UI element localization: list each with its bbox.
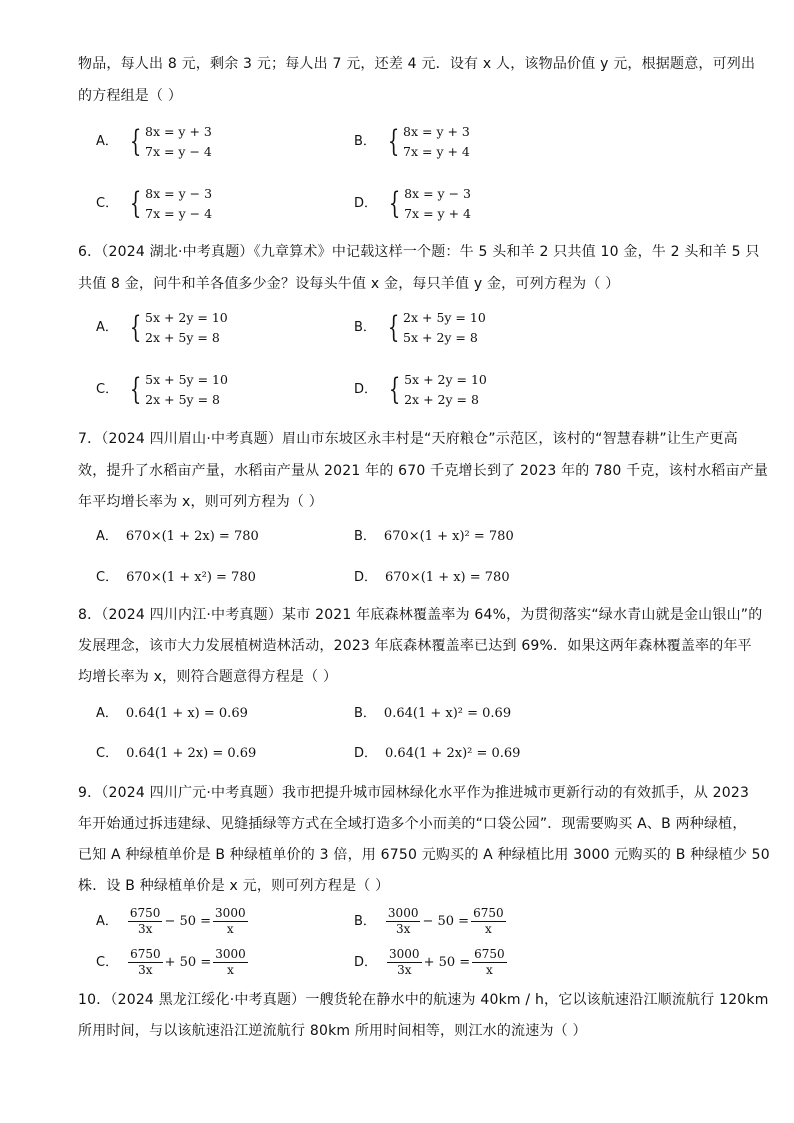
equation: 670×(1 + x²) = 780 <box>126 570 256 585</box>
option-label: B． <box>354 706 376 721</box>
equation: 0.64(1 + x) = 0.69 <box>125 706 248 721</box>
fraction <box>128 906 163 937</box>
q9-option-a[interactable] <box>96 906 250 937</box>
q5-option-c[interactable] <box>96 184 212 224</box>
option-label: D． <box>354 746 378 761</box>
equation: 670×(1 + x)² = 780 <box>383 529 514 544</box>
option-label: D． <box>354 954 378 970</box>
q7-text-line1: 7．（2024 四川眉山·中考真题）眉山市东坡区永丰村是“天府粮仓”示范区，该村的“智慧春耕”让生产更高 <box>78 431 738 447</box>
denominator: x <box>227 963 234 977</box>
q5-text-line2: 的方程组是（ ） <box>78 88 183 104</box>
q7-option-c[interactable] <box>96 568 256 588</box>
brace-icon: { <box>387 124 400 159</box>
fraction <box>213 906 248 937</box>
fraction <box>387 947 422 978</box>
q8-text-line1: 8．（2024 四川内江·中考真题）某市 2021 年底森林覆盖率为 64%，为贯彻落实“绿水青山就是金山银山”的 <box>78 607 763 623</box>
fraction <box>472 947 507 978</box>
q8-option-c[interactable] <box>96 744 256 764</box>
equation: 2x + 5y = 8 <box>145 392 220 407</box>
option-label: A． <box>96 706 118 721</box>
option-label: B． <box>354 913 376 929</box>
q8-text-line3: 均增长率为 x，则符合题意得方程是（ ） <box>78 669 338 685</box>
brace-icon: { <box>388 372 401 407</box>
q5-option-b[interactable] <box>354 122 470 162</box>
denominator: 3x <box>397 963 412 977</box>
numerator: 6750 <box>130 947 161 961</box>
equation: 2x + 5y = 10 <box>403 310 486 325</box>
fraction <box>128 947 163 978</box>
q9-text-line3: 已知 A 种绿植单价是 B 种绿植单价的 3 倍，用 6750 元购买的 A 种绿植比用 3000 元购买的 B 种绿植少 50 <box>78 847 770 863</box>
q8-text-line2: 发展理念，该市大力发展植树造林活动，2023 年底森林覆盖率已达到 69%．如果这两年森林覆盖率的年平 <box>78 638 752 654</box>
denominator: x <box>486 963 493 977</box>
option-label: D． <box>354 382 378 397</box>
q6-option-a[interactable] <box>96 308 228 348</box>
option-label: D． <box>354 196 378 211</box>
brace-icon: { <box>129 372 142 407</box>
equation: 5x + 2y = 10 <box>145 310 228 325</box>
brace-icon: { <box>129 310 142 345</box>
brace-icon: { <box>388 186 401 221</box>
q9-text-line4: 株．设 B 种绿植单价是 x 元，则可列方程是（ ） <box>78 878 390 894</box>
brace-icon: { <box>387 310 400 345</box>
q9-option-c[interactable] <box>96 947 250 978</box>
option-label: B． <box>354 134 376 149</box>
fraction <box>386 906 421 937</box>
q9-text-line2: 年开始通过拆违建绿、见缝插绿等方式在全域打造多个小而美的“口袋公园”．现需要购买 A、B 两种绿植， <box>78 816 747 832</box>
q7-option-d[interactable] <box>354 568 510 588</box>
numerator: 3000 <box>215 947 246 961</box>
equation: 5x + 2y = 10 <box>404 372 487 387</box>
equation: 7x = y + 4 <box>403 144 470 159</box>
equation: 0.64(1 + 2x)² = 0.69 <box>385 746 521 761</box>
numerator: 3000 <box>387 906 419 920</box>
option-label: C． <box>96 570 119 585</box>
fraction <box>471 906 506 937</box>
q9-text-line1: 9．（2024 四川广元·中考真题）我市把提升城市园林绿化水平作为推进城市更新行动的有效抓手，从 2023 <box>78 785 750 801</box>
q7-option-a[interactable] <box>96 527 259 547</box>
q8-option-b[interactable] <box>354 704 511 724</box>
q6-option-b[interactable] <box>354 308 486 348</box>
q6-text-line1: 6．（2024 湖北·中考真题）《九章算术》中记载这样一个题：牛 5 头和羊 2 只共值 10 金，牛 2 头和羊 5 只 <box>78 244 760 260</box>
q9-option-b[interactable] <box>354 906 508 937</box>
equation: 7x = y − 4 <box>145 206 213 221</box>
operator: + 50 = <box>423 954 471 970</box>
option-label: A． <box>96 529 118 544</box>
q10-text-line1: 10．（2024 黑龙江绥化·中考真题）一艘货轮在静水中的航速为 40km / h，它以该航速沿江顺流航行 120km <box>78 992 769 1008</box>
q7-option-b[interactable] <box>354 527 514 547</box>
q9-option-d[interactable] <box>354 947 509 978</box>
option-label: C． <box>96 746 119 761</box>
option-label: D． <box>354 570 378 585</box>
option-label: C． <box>96 196 119 211</box>
denominator: x <box>484 922 492 936</box>
q10-text-line2: 所用时间，与以该航速沿江逆流航行 80km 所用时间相等，则江水的流速为（ ） <box>78 1023 587 1039</box>
operator: − 50 = <box>164 913 212 929</box>
q7-text-line2: 效，提升了水稻亩产量，水稻亩产量从 2021 年的 670 千克增长到了 2023 年的 780 千克，该村水稻亩产量 <box>78 463 769 479</box>
numerator: 3000 <box>215 906 246 920</box>
equation: 0.64(1 + x)² = 0.69 <box>383 706 512 721</box>
option-label: C． <box>96 382 119 397</box>
q5-text-line1: 物品，每人出 8 元，剩余 3 元；每人出 7 元，还差 4 元．设有 x 人，该物品价值 y 元，根据题意，可列出 <box>78 56 756 72</box>
equation: 8x = y + 3 <box>403 124 470 139</box>
q6-option-d[interactable] <box>354 370 487 410</box>
equation: 8x = y − 3 <box>404 186 471 201</box>
equation: 7x = y − 4 <box>145 144 212 159</box>
brace-icon: { <box>129 124 142 159</box>
operator: + 50 = <box>164 954 212 970</box>
option-label: A． <box>96 320 118 335</box>
equation: 8x = y + 3 <box>145 124 212 139</box>
fraction <box>213 947 248 978</box>
equation: 5x + 5y = 10 <box>145 372 228 387</box>
q6-text-line2: 共值 8 金，问牛和羊各值多少金？设每头牛值 x 金，每只羊值 y 金，可列方程为（ ） <box>78 276 620 292</box>
denominator: 3x <box>395 922 411 936</box>
q8-option-d[interactable] <box>354 744 520 764</box>
equation: 5x + 2y = 8 <box>403 330 478 345</box>
option-label: B． <box>354 320 376 335</box>
equation: 8x = y − 3 <box>145 186 213 201</box>
denominator: 3x <box>138 963 153 977</box>
numerator: 6750 <box>129 906 161 920</box>
option-label: A． <box>96 913 118 929</box>
numerator: 6750 <box>474 947 505 961</box>
q7-text-line3: 年平均增长率为 x，则可列方程为（ ） <box>78 494 323 510</box>
q5-option-d[interactable] <box>354 184 471 224</box>
numerator: 3000 <box>389 947 420 961</box>
equation: 2x + 2y = 8 <box>404 392 479 407</box>
q6-option-c[interactable] <box>96 370 228 410</box>
option-label: C． <box>96 954 119 970</box>
equation: 670×(1 + 2x) = 780 <box>125 529 259 544</box>
equation: 0.64(1 + 2x) = 0.69 <box>126 746 257 761</box>
equation: 670×(1 + x) = 780 <box>385 570 510 585</box>
q5-option-a[interactable] <box>96 122 212 162</box>
denominator: x <box>226 922 234 936</box>
operator: − 50 = <box>422 913 470 929</box>
equation: 7x = y + 4 <box>404 206 471 221</box>
option-label: B． <box>354 529 376 544</box>
brace-icon: { <box>129 186 142 221</box>
numerator: 6750 <box>473 906 504 920</box>
option-label: A． <box>96 134 118 149</box>
equation: 2x + 5y = 8 <box>145 330 220 345</box>
denominator: 3x <box>137 922 153 936</box>
q8-option-a[interactable] <box>96 704 248 724</box>
